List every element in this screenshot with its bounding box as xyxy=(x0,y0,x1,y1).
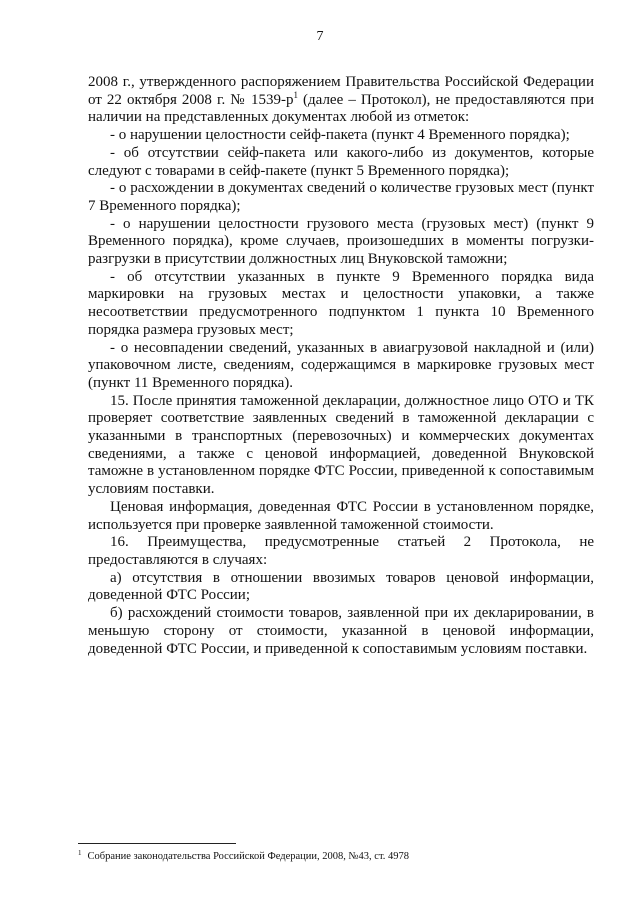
intro-text-start: 2008 г., утвержденного распоряжением Правительства Российской Федерации от 22 октября 2008 г. № 1539-р xyxy=(88,74,594,108)
list-item-safe-package-integrity: - о нарушении целостности сейф-пакета (пункт 4 Временного порядка); xyxy=(110,127,570,144)
case-a: а) отсутствия в отношении ввозимых товаров ценовой информации, доведенной ФТС России; xyxy=(88,569,594,604)
intro-text-end: (далее – Протокол), не предоставляются при наличии на представленных документах любой из отметок: xyxy=(88,91,594,126)
paragraph-price-info: Ценовая информация, доведенная ФТС России в установленном порядке, используется при проверке заявленной таможенной стоимости. xyxy=(88,498,594,533)
list-item-cargo-integrity: - о нарушении целостности грузового места (грузовых мест) (пункт 9 Временного порядка), кроме случаев, произошедших в моменты погрузки-разгрузки в присутствии должностных лиц Внуковской таможни; xyxy=(88,215,594,268)
document-body xyxy=(88,74,594,658)
paragraph-intro xyxy=(88,74,594,127)
case-b: б) расхождений стоимости товаров, заявленной при их декларировании, в меньшую сторону от стоимости, указанной в ценовой информации, доведенной ФТС России, и приведенной к сопоставимым условиям поставки. xyxy=(88,605,594,657)
footnote-marker: 1 xyxy=(78,849,82,857)
footnote-divider xyxy=(78,843,236,844)
footnote xyxy=(78,851,409,863)
footnote-text: Собрание законодательства Российской Федерации, 2008, №43, ст. 4978 xyxy=(87,851,410,862)
list-item-safe-package-absence: - об отсутствии сейф-пакета или какого-либо из документов, которые следуют с товарами в сейф-пакете (пункт 5 Временного порядка); xyxy=(88,144,594,179)
list-item-cargo-count-discrepancy: - о расхождении в документах сведений о количестве грузовых мест (пункт 7 Временного порядка); xyxy=(88,180,594,214)
paragraph-16: 16. Преимущества, предусмотренные статьей 2 Протокола, не предоставляются в случаях: xyxy=(88,534,594,568)
page-number: 7 xyxy=(316,29,324,44)
list-item-waybill-mismatch: - о несовпадении сведений, указанных в авиагрузовой накладной и (или) упаковочном листе, сведениям, содержащимся в маркировке грузовых мест (пункт 11 Временного порядка). xyxy=(88,339,594,391)
paragraph-15: 15. После принятия таможенной декларации, должностное лицо ОТО и ТК проверяет соответствие заявленных сведений в таможенной декларации с указанными в транспортных (перевозочных) и коммерческих документах сведениями, а также с ценовой информацией, доведенной Внуковской таможне в установленном порядке ФТС России, приведенной к сопоставимым условиям поставки. xyxy=(88,392,594,498)
footnote-reference: 1 xyxy=(293,89,298,100)
list-item-marking-absence: - об отсутствии указанных в пункте 9 Временного порядка вида маркировки на грузовых местах и целостности упаковки, а также несоответствии предусмотренного подпунктом 1 пункта 10 Временного порядка размера грузовых мест; xyxy=(88,268,594,338)
